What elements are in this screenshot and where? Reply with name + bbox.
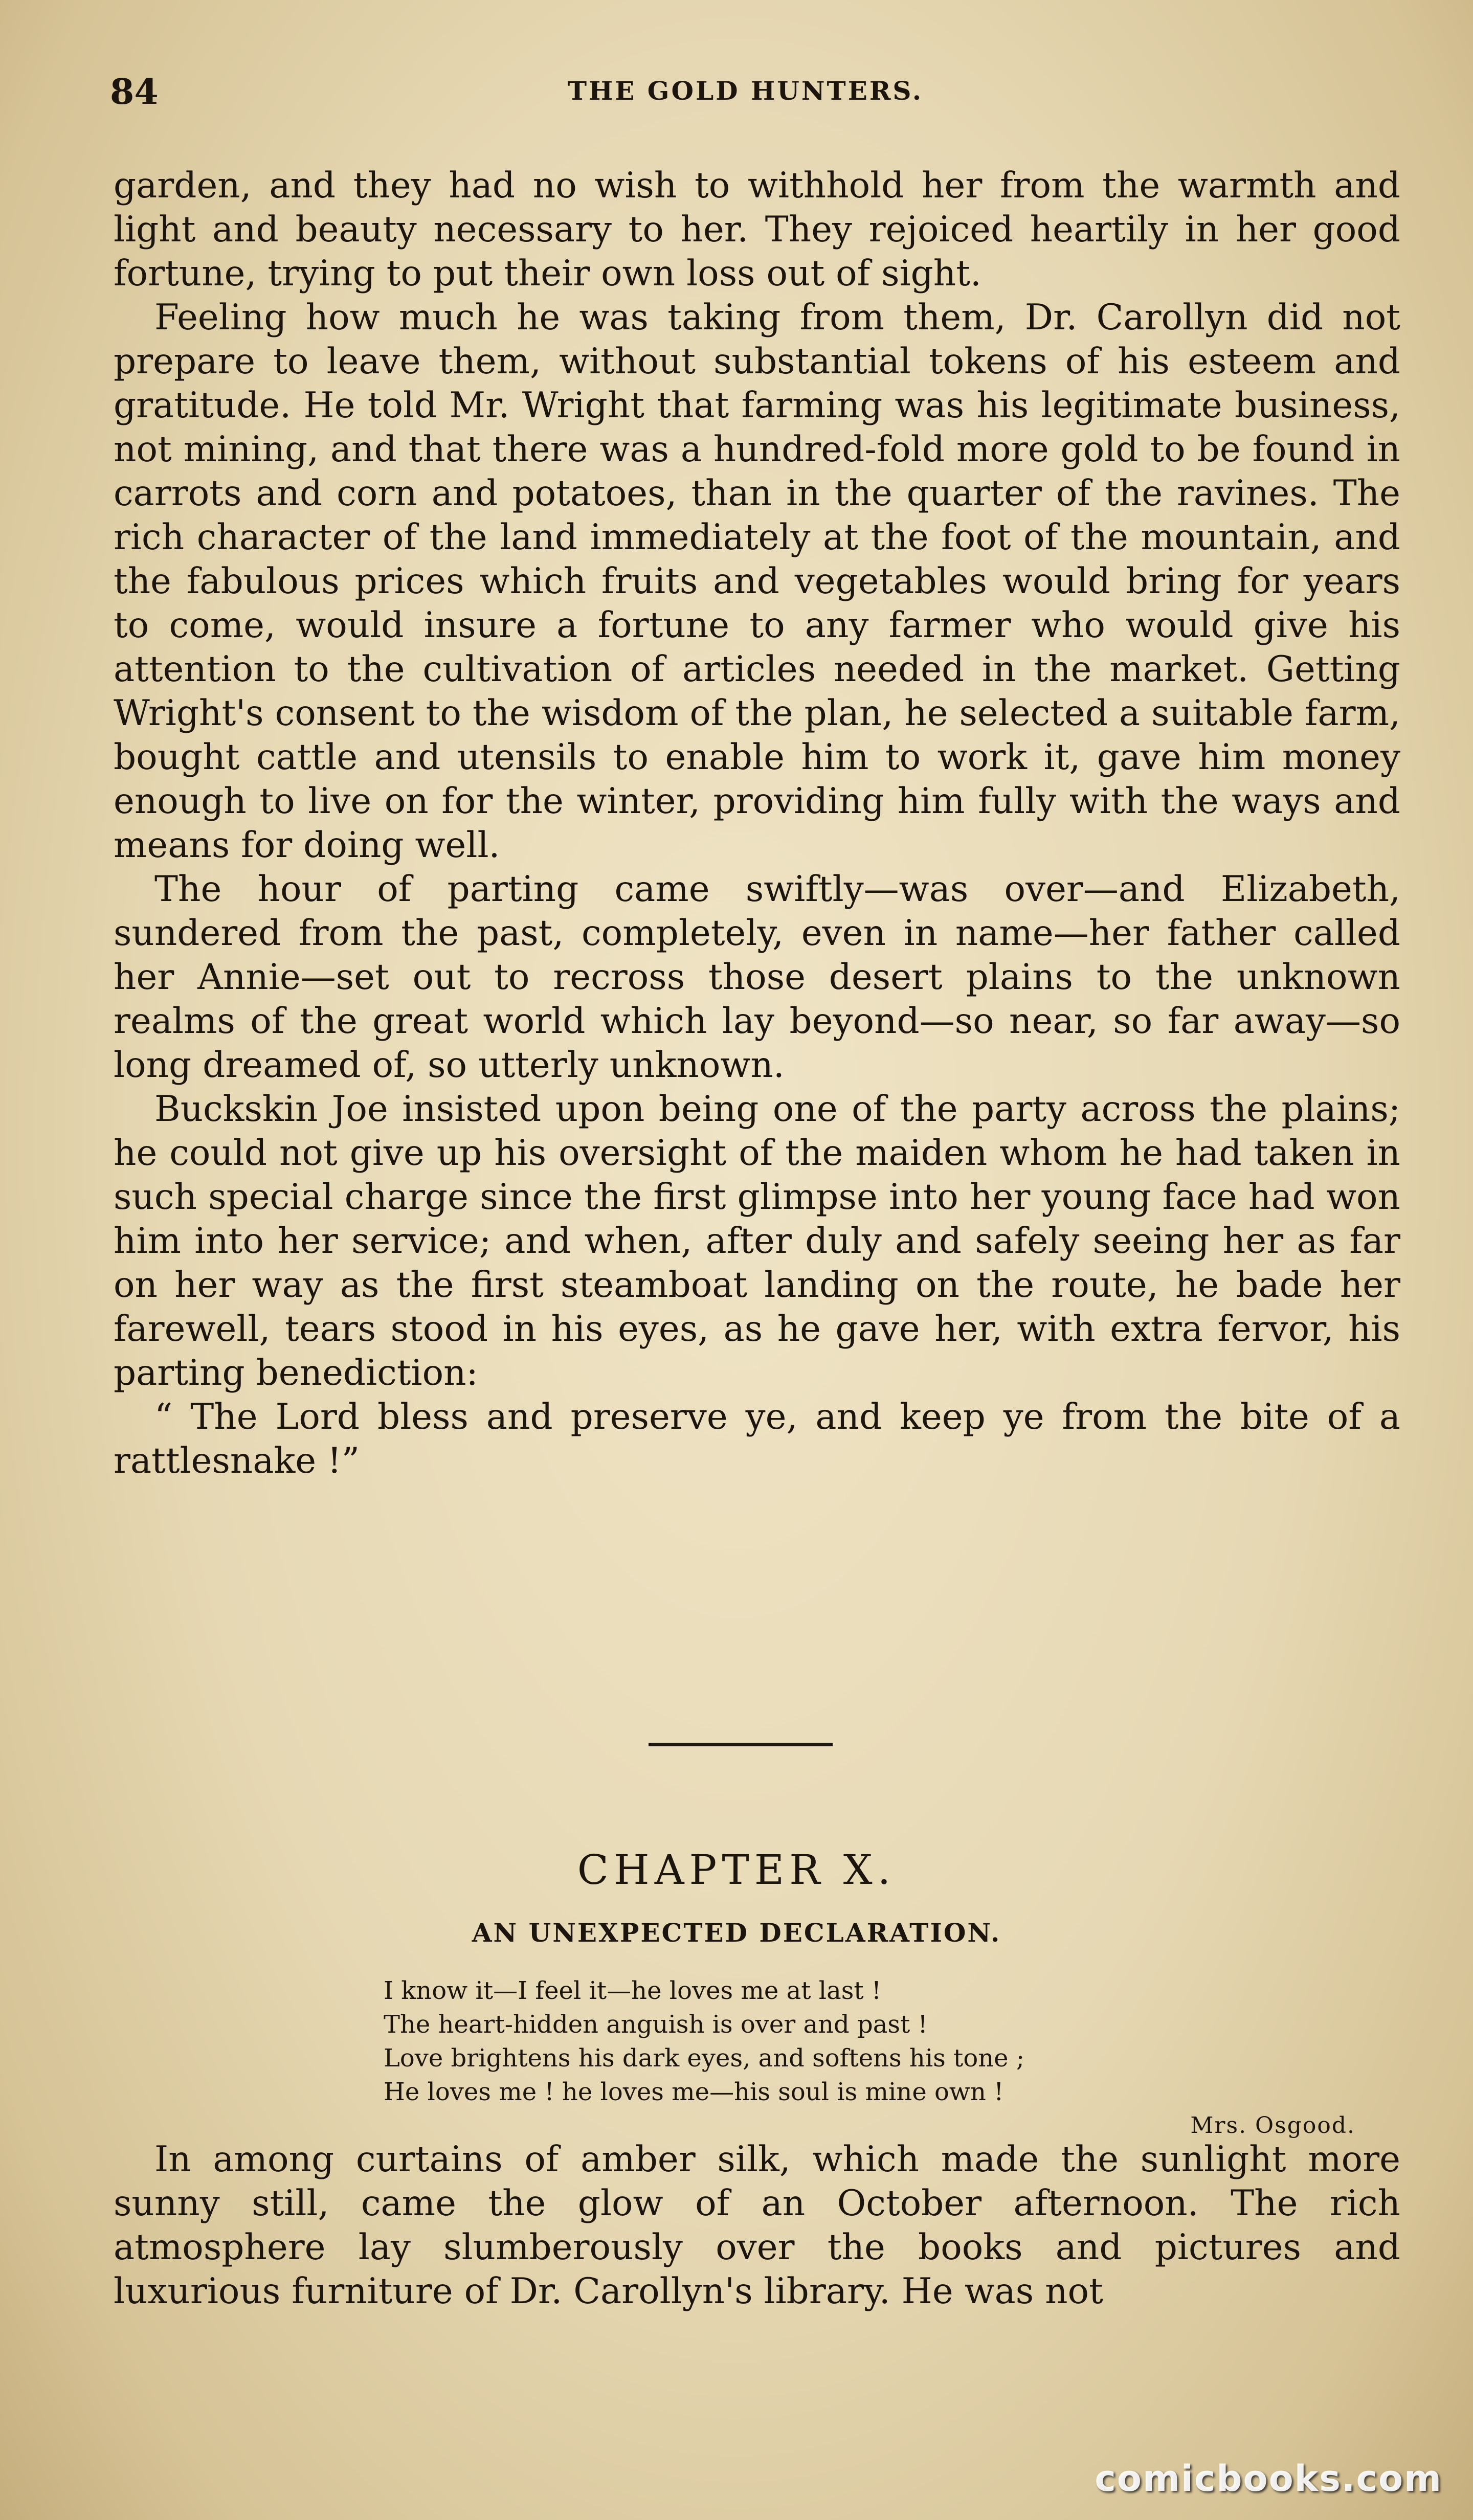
paragraph: garden, and they had no wish to withhold her from the warmth and light and beauty necessary to her. They rejoiced heartily in her good fortune, trying to put their own loss out of sight. — [114, 165, 1400, 294]
paragraph: The hour of parting came swiftly—was over—and Elizabeth, sundered from the past, completely, even in name—her father called her Annie—set out to recross those desert plains to the unknown realms of the great world which lay beyond—so near, so far away—so long dreamed of, so utterly unknown. — [114, 869, 1400, 1086]
epigraph-line: I know it—I feel it—he loves me at last ! — [384, 1976, 882, 2005]
paragraph: Feeling how much he was taking from them, Dr. Carollyn did not prepare to leave them, without substantial tokens of his esteem and gratitude. He told Mr. Wright that farming was his legitimate business, not mining, and that there was a hundred-fold more gold to be found in carrots and corn and potatoes, than in the quarter of the ravines. The rich character of the land immediately at the foot of the mountain, and the fabulous prices which fruits and vegetables would bring for years to come, would insure a fortune to any farmer who would give his attention to the cultivation of articles needed in the market. Getting Wright's consent to the wisdom of the plan, he selected a suitable farm, bought cattle and utensils to enable him to work it, gave him money enough to live on for the winter, providing him fully with the ways and means for doing well. — [114, 297, 1400, 866]
epigraph-line: Love brightens his dark eyes, and softens his tone ; — [384, 2044, 1024, 2073]
epigraph — [384, 1974, 1355, 2143]
epigraph-attribution: Mrs. Osgood. — [1190, 2112, 1355, 2139]
paragraph: In among curtains of amber silk, which made the sunlight more sunny still, came the glow of an October afternoon. The rich atmosphere lay slumberously over the books and pictures and luxurious furniture of Dr. Carollyn's library. He was not — [114, 2139, 1400, 2312]
watermark: comicbooks.com — [1095, 2458, 1442, 2500]
epigraph-line: The heart-hidden anguish is over and past ! — [384, 2010, 928, 2039]
page-header — [110, 72, 1381, 123]
body-text — [114, 164, 1400, 1483]
chapter-title: CHAPTER X. — [577, 1846, 896, 1894]
section-divider — [649, 1743, 833, 1746]
paragraph: Buckskin Joe insisted upon being one of the party across the plains; he could not give up his oversight of the maiden whom he had taken in such special charge since the first glimpse into her young face had won him into her service; and when, after duly and safely seeing her as far on her way as the first steamboat landing on the route, he bade her farewell, tears stood in his eyes, as he gave her, with extra fervor, his parting benediction: — [114, 1089, 1400, 1393]
chapter-body-text — [114, 2138, 1400, 2313]
page-number: 84 — [110, 72, 159, 112]
epigraph-line: He loves me ! he loves me—his soul is mine own ! — [384, 2078, 1004, 2106]
running-head: THE GOLD HUNTERS. — [567, 76, 924, 106]
paragraph: “ The Lord bless and preserve ye, and keep ye from the bite of a rattlesnake !” — [114, 1397, 1400, 1481]
chapter-subtitle: AN UNEXPECTED DECLARATION. — [472, 1918, 1001, 1948]
